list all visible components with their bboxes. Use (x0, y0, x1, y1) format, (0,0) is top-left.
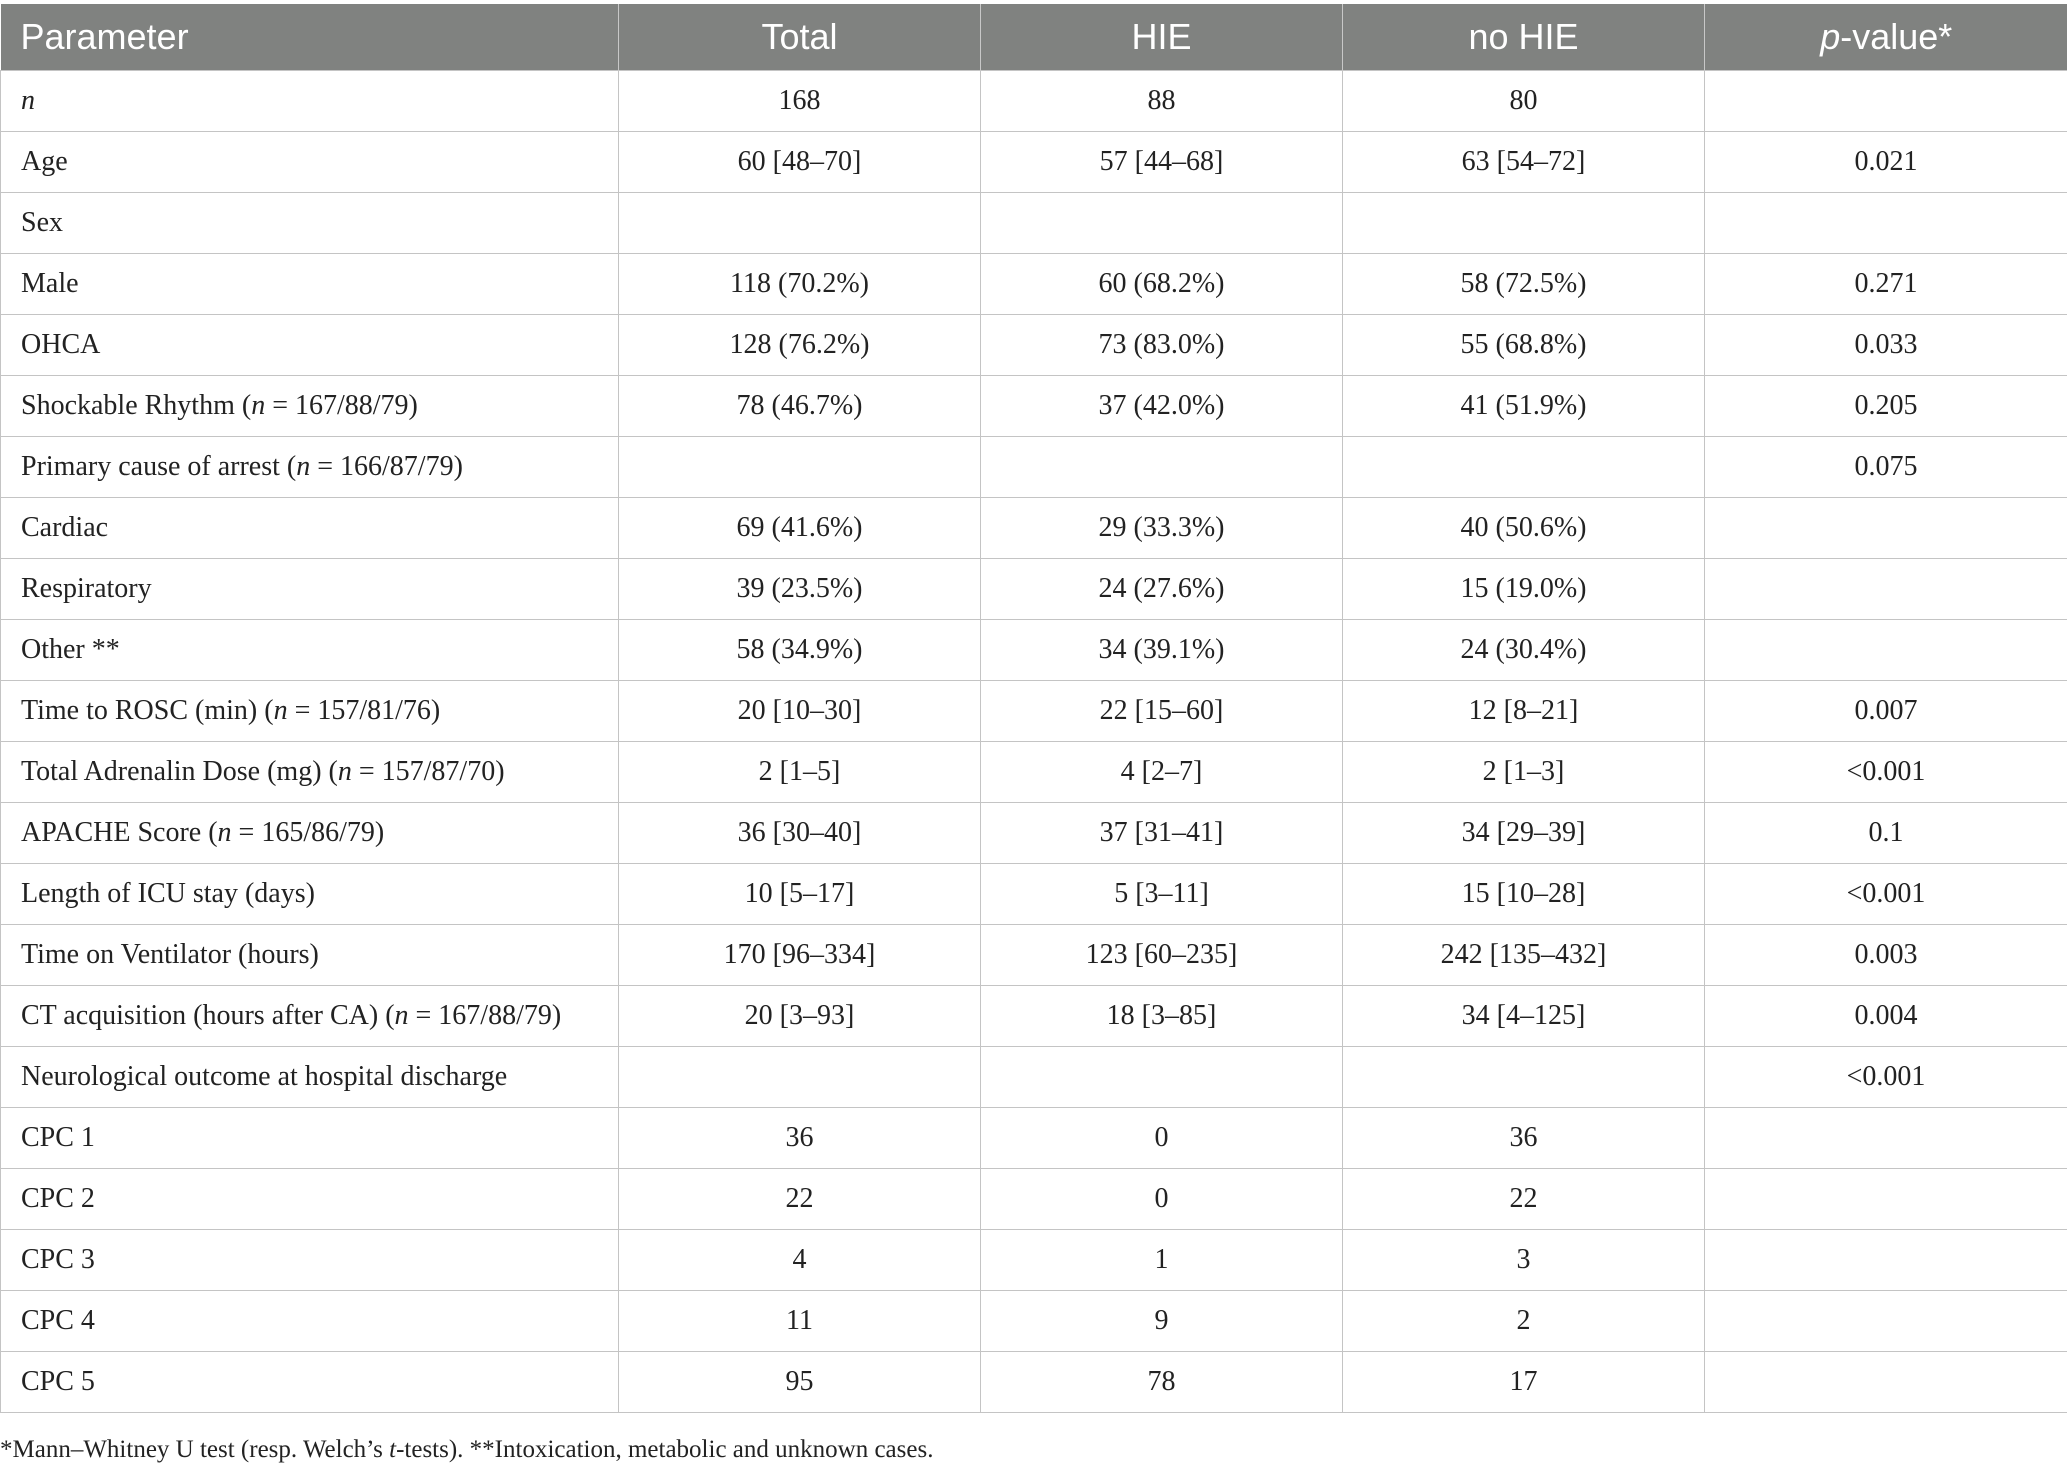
parameter-cell: Male (1, 254, 619, 315)
table-row (1, 132, 2067, 193)
p-value-cell (1705, 1291, 2067, 1352)
table-row (1, 1230, 2067, 1291)
hie-cell: 18 [3–85] (981, 986, 1343, 1047)
total-cell: 36 [30–40] (619, 803, 981, 864)
p-value-cell: 0.007 (1705, 681, 2067, 742)
no-hie-cell: 36 (1343, 1108, 1705, 1169)
no-hie-cell: 34 [4–125] (1343, 986, 1705, 1047)
table-row (1, 254, 2067, 315)
no-hie-cell: 2 (1343, 1291, 1705, 1352)
no-hie-cell: 34 [29–39] (1343, 803, 1705, 864)
no-hie-cell: 58 (72.5%) (1343, 254, 1705, 315)
total-cell (619, 1047, 981, 1108)
table-body (1, 71, 2067, 1413)
p-value-cell (1705, 1169, 2067, 1230)
parameter-cell: Respiratory (1, 559, 619, 620)
table-row (1, 1047, 2067, 1108)
table-row (1, 437, 2067, 498)
hie-cell: 123 [60–235] (981, 925, 1343, 986)
p-value-cell: 0.271 (1705, 254, 2067, 315)
table-row (1, 864, 2067, 925)
total-cell: 60 [48–70] (619, 132, 981, 193)
parameter-cell: Shockable Rhythm (n = 167/88/79) (1, 376, 619, 437)
total-cell: 118 (70.2%) (619, 254, 981, 315)
parameter-cell: CPC 2 (1, 1169, 619, 1230)
no-hie-cell: 3 (1343, 1230, 1705, 1291)
total-cell (619, 193, 981, 254)
no-hie-cell: 55 (68.8%) (1343, 315, 1705, 376)
parameter-cell: CPC 4 (1, 1291, 619, 1352)
no-hie-cell: 242 [135–432] (1343, 925, 1705, 986)
header-hie: HIE (981, 4, 1343, 71)
no-hie-cell: 22 (1343, 1169, 1705, 1230)
table-row (1, 1169, 2067, 1230)
hie-cell: 9 (981, 1291, 1343, 1352)
parameter-cell: CPC 1 (1, 1108, 619, 1169)
no-hie-cell: 40 (50.6%) (1343, 498, 1705, 559)
p-value-cell (1705, 1230, 2067, 1291)
parameter-cell: Sex (1, 193, 619, 254)
p-value-cell: <0.001 (1705, 1047, 2067, 1108)
baseline-characteristics-table (0, 4, 2067, 1413)
hie-cell: 0 (981, 1169, 1343, 1230)
table-row (1, 193, 2067, 254)
total-cell: 58 (34.9%) (619, 620, 981, 681)
total-cell: 168 (619, 71, 981, 132)
total-cell: 2 [1–5] (619, 742, 981, 803)
p-value-cell (1705, 193, 2067, 254)
total-cell: 11 (619, 1291, 981, 1352)
no-hie-cell (1343, 437, 1705, 498)
table-row (1, 559, 2067, 620)
p-value-cell: <0.001 (1705, 742, 2067, 803)
header-p-value: p-value* (1705, 4, 2067, 71)
table-row (1, 1108, 2067, 1169)
parameter-cell: Other ** (1, 620, 619, 681)
no-hie-cell: 24 (30.4%) (1343, 620, 1705, 681)
table-row (1, 681, 2067, 742)
p-value-cell (1705, 1108, 2067, 1169)
table-row (1, 1291, 2067, 1352)
p-value-cell: 0.033 (1705, 315, 2067, 376)
total-cell: 170 [96–334] (619, 925, 981, 986)
parameter-cell: Cardiac (1, 498, 619, 559)
parameter-cell: Length of ICU stay (days) (1, 864, 619, 925)
p-value-cell (1705, 559, 2067, 620)
no-hie-cell: 41 (51.9%) (1343, 376, 1705, 437)
parameter-cell: Total Adrenalin Dose (mg) (n = 157/87/70) (1, 742, 619, 803)
p-value-cell: 0.003 (1705, 925, 2067, 986)
hie-cell: 1 (981, 1230, 1343, 1291)
table-row (1, 376, 2067, 437)
table-row (1, 620, 2067, 681)
parameter-cell: APACHE Score (n = 165/86/79) (1, 803, 619, 864)
p-value-cell: 0.205 (1705, 376, 2067, 437)
p-value-cell (1705, 620, 2067, 681)
p-value-cell: 0.021 (1705, 132, 2067, 193)
no-hie-cell: 15 [10–28] (1343, 864, 1705, 925)
baseline-characteristics-table-container (0, 4, 2067, 1413)
total-cell (619, 437, 981, 498)
p-value-cell (1705, 1352, 2067, 1413)
header-row (1, 4, 2067, 71)
hie-cell: 37 (42.0%) (981, 376, 1343, 437)
no-hie-cell: 80 (1343, 71, 1705, 132)
parameter-cell: Time to ROSC (min) (n = 157/81/76) (1, 681, 619, 742)
table-row (1, 986, 2067, 1047)
header-parameter: Parameter (1, 4, 619, 71)
total-cell: 20 [3–93] (619, 986, 981, 1047)
hie-cell: 60 (68.2%) (981, 254, 1343, 315)
no-hie-cell: 2 [1–3] (1343, 742, 1705, 803)
hie-cell (981, 193, 1343, 254)
parameter-cell: n (1, 71, 619, 132)
p-value-cell: 0.075 (1705, 437, 2067, 498)
table-row (1, 71, 2067, 132)
parameter-cell: Age (1, 132, 619, 193)
hie-cell: 4 [2–7] (981, 742, 1343, 803)
p-value-cell: 0.1 (1705, 803, 2067, 864)
hie-cell: 0 (981, 1108, 1343, 1169)
table-header (1, 4, 2067, 71)
hie-cell: 37 [31–41] (981, 803, 1343, 864)
table-row (1, 498, 2067, 559)
table-row (1, 925, 2067, 986)
parameter-cell: CPC 3 (1, 1230, 619, 1291)
total-cell: 39 (23.5%) (619, 559, 981, 620)
total-cell: 95 (619, 1352, 981, 1413)
parameter-cell: Time on Ventilator (hours) (1, 925, 619, 986)
total-cell: 4 (619, 1230, 981, 1291)
total-cell: 78 (46.7%) (619, 376, 981, 437)
total-cell: 20 [10–30] (619, 681, 981, 742)
hie-cell (981, 437, 1343, 498)
total-cell: 36 (619, 1108, 981, 1169)
hie-cell: 78 (981, 1352, 1343, 1413)
total-cell: 128 (76.2%) (619, 315, 981, 376)
table-row (1, 803, 2067, 864)
total-cell: 10 [5–17] (619, 864, 981, 925)
hie-cell: 22 [15–60] (981, 681, 1343, 742)
hie-cell: 88 (981, 71, 1343, 132)
total-cell: 69 (41.6%) (619, 498, 981, 559)
p-value-cell (1705, 71, 2067, 132)
p-value-cell: <0.001 (1705, 864, 2067, 925)
parameter-cell: Primary cause of arrest (n = 166/87/79) (1, 437, 619, 498)
table-row (1, 1352, 2067, 1413)
no-hie-cell: 17 (1343, 1352, 1705, 1413)
hie-cell (981, 1047, 1343, 1108)
hie-cell: 24 (27.6%) (981, 559, 1343, 620)
no-hie-cell: 15 (19.0%) (1343, 559, 1705, 620)
header-no-hie: no HIE (1343, 4, 1705, 71)
parameter-cell: CT acquisition (hours after CA) (n = 167/88/79) (1, 986, 619, 1047)
parameter-cell: OHCA (1, 315, 619, 376)
parameter-cell: Neurological outcome at hospital discharge (1, 1047, 619, 1108)
hie-cell: 34 (39.1%) (981, 620, 1343, 681)
table-footnote: *Mann–Whitney U test (resp. Welch’s t-tests). **Intoxication, metabolic and unknown cases. (0, 1436, 934, 1463)
no-hie-cell: 12 [8–21] (1343, 681, 1705, 742)
hie-cell: 5 [3–11] (981, 864, 1343, 925)
hie-cell: 29 (33.3%) (981, 498, 1343, 559)
no-hie-cell (1343, 193, 1705, 254)
no-hie-cell (1343, 1047, 1705, 1108)
p-value-cell: 0.004 (1705, 986, 2067, 1047)
p-value-cell (1705, 498, 2067, 559)
table-row (1, 315, 2067, 376)
table-row (1, 742, 2067, 803)
header-total: Total (619, 4, 981, 71)
hie-cell: 73 (83.0%) (981, 315, 1343, 376)
parameter-cell: CPC 5 (1, 1352, 619, 1413)
no-hie-cell: 63 [54–72] (1343, 132, 1705, 193)
total-cell: 22 (619, 1169, 981, 1230)
hie-cell: 57 [44–68] (981, 132, 1343, 193)
